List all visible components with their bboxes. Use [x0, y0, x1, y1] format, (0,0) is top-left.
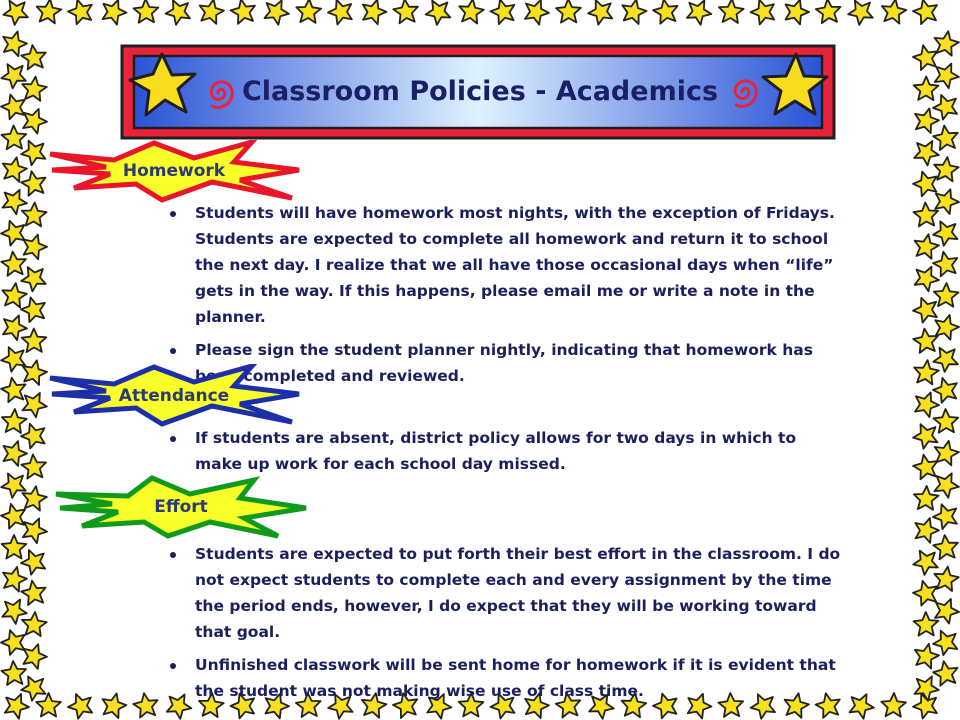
border-star-icon — [21, 267, 46, 291]
border-star-icon — [2, 126, 27, 150]
border-star-icon — [21, 424, 45, 449]
border-star-icon — [933, 252, 957, 277]
border-star-icon — [935, 441, 959, 466]
border-star-icon — [3, 32, 27, 57]
border-star-icon — [23, 109, 47, 134]
border-star-icon — [914, 141, 939, 165]
border-star-icon — [786, 0, 810, 24]
border-star-icon — [1, 221, 25, 246]
border-star-icon — [166, 0, 190, 25]
border-star-icon — [22, 203, 47, 227]
list-item — [170, 541, 848, 645]
border-star-icon — [2, 409, 27, 433]
border-star-icon — [913, 455, 937, 480]
border-star-icon — [915, 234, 939, 259]
border-star-icon — [23, 519, 47, 544]
border-star-icon — [914, 612, 939, 636]
border-star-icon — [1, 661, 26, 685]
border-star-icon — [22, 329, 47, 353]
border-star-icon — [653, 0, 677, 24]
list-item — [170, 425, 848, 477]
bullet-dot — [170, 663, 176, 669]
border-star-icon — [426, 1, 451, 25]
border-star-icon — [36, 693, 61, 717]
border-star-icon — [231, 0, 255, 24]
border-star-icon — [913, 551, 938, 575]
border-star-icon — [1, 474, 26, 498]
border-star-icon — [933, 378, 957, 403]
border-star-icon — [687, 0, 711, 24]
border-star-icon — [134, 0, 159, 23]
border-star-icon — [1, 504, 25, 529]
border-star-icon — [935, 31, 959, 56]
border-star-icon — [4, 441, 28, 466]
border-star-icon — [719, 0, 744, 23]
border-star-icon — [914, 77, 939, 101]
bullet-dot — [170, 552, 176, 558]
border-star-icon — [2, 535, 27, 559]
border-star-icon — [525, 0, 549, 25]
border-star-icon — [393, 0, 418, 23]
bullet-dot — [170, 211, 176, 217]
border-star-icon — [1, 378, 25, 403]
border-star-icon — [913, 298, 937, 323]
border-star-icon — [21, 455, 46, 479]
border-star-icon — [3, 567, 27, 592]
border-star-icon — [935, 473, 959, 498]
border-star-icon — [556, 0, 581, 23]
border-star-icon — [21, 141, 45, 166]
border-star-icon — [200, 0, 224, 24]
border-star-icon — [933, 348, 958, 372]
border-star-icon — [934, 283, 959, 307]
border-star-icon — [933, 631, 957, 656]
border-star-icon — [21, 550, 45, 575]
border-star-icon — [103, 0, 127, 25]
border-star-icon — [68, 694, 92, 719]
border-star-icon — [296, 0, 321, 23]
border-star-icon — [933, 661, 957, 686]
border-star-icon — [1, 630, 25, 655]
border-star-icon — [1, 347, 25, 372]
border-star-icon — [913, 172, 937, 197]
list-item — [170, 200, 848, 330]
border-star-icon — [21, 171, 45, 196]
border-star-icon — [68, 0, 92, 24]
border-star-icon — [265, 0, 289, 25]
border-star-icon — [933, 504, 957, 529]
border-star-icon — [935, 315, 959, 340]
border-star-icon — [21, 676, 45, 700]
border-star-icon — [915, 267, 939, 292]
effort-label: Effort — [154, 497, 208, 517]
homework-bullet-1-text: Students will have homework most nights, with the exception of Fridays. Students are expected to complete all homework and return it to school the next day. I realize that we all have those occasional days when “life” gets in the way. If this happens, please email me or write a note in the planner. — [195, 204, 835, 326]
border-star-icon — [103, 693, 127, 718]
border-star-icon — [491, 0, 515, 24]
list-item — [170, 652, 848, 704]
border-star-icon — [588, 0, 612, 25]
border-star-icon — [933, 126, 958, 150]
border-star-icon — [913, 203, 938, 227]
border-star-icon — [2, 283, 27, 307]
border-star-icon — [935, 64, 959, 89]
border-star-icon — [913, 581, 937, 606]
border-star-icon — [848, 1, 873, 25]
effort-bullet-1-text: Students are expected to put forth their best effort in the classroom. I do not expect students to complete each and every assignment by the time the period ends, however, I do expect that they will be working toward that goal. — [195, 545, 841, 641]
border-star-icon — [22, 612, 47, 636]
border-star-icon — [363, 0, 387, 24]
border-star-icon — [934, 567, 959, 591]
page-title: Classroom Policies - Academics — [241, 76, 719, 107]
border-star-icon — [915, 644, 939, 669]
border-star-icon — [751, 0, 775, 24]
border-star-icon — [1, 252, 26, 276]
border-star-icon — [933, 221, 957, 246]
border-star-icon — [21, 297, 45, 322]
border-star-icon — [913, 0, 937, 24]
border-star-icon — [459, 0, 484, 23]
border-star-icon — [23, 235, 47, 260]
homework-bullet-2-text: Please sign the student planner nightly, indicating that homework has been completed and reviewed. — [195, 341, 813, 385]
border-star-icon — [37, 0, 62, 23]
border-star-icon — [934, 409, 959, 433]
border-star-icon — [1, 95, 25, 120]
bullet-dot — [170, 436, 176, 442]
border-star-icon — [935, 599, 959, 624]
border-star-icon — [5, 694, 29, 719]
border-star-icon — [915, 392, 939, 417]
border-star-icon — [882, 0, 906, 24]
border-star-icon — [622, 0, 646, 24]
border-star-icon — [23, 644, 47, 669]
attendance-bullet-1-text: If students are absent, district policy allows for two days in which to make up work for each school day missed. — [195, 429, 797, 473]
effort-list — [170, 541, 848, 711]
border-star-icon — [3, 1, 28, 25]
border-star-icon — [328, 0, 352, 25]
effort-bullet-2-text: Unfinished classwork will be sent home for homework if it is evident that the student was not making wise use of class time. — [195, 656, 836, 700]
border-star-icon — [3, 157, 27, 182]
bullet-dot — [170, 348, 176, 354]
border-star-icon — [933, 535, 958, 559]
border-star-icon — [914, 360, 939, 384]
border-star-icon — [21, 45, 46, 69]
border-star-icon — [933, 95, 957, 120]
border-star-icon — [915, 518, 939, 543]
border-star-icon — [913, 329, 938, 353]
homework-label: Homework — [122, 161, 226, 181]
border-star-icon — [915, 108, 939, 133]
border-star-icon — [850, 694, 874, 719]
attendance-label: Attendance — [118, 386, 230, 406]
border-star-icon — [934, 157, 959, 181]
border-star-icon — [21, 581, 45, 605]
border-star-icon — [133, 693, 157, 717]
border-star-icon — [3, 315, 27, 340]
border-star-icon — [881, 693, 906, 717]
border-star-icon — [913, 424, 937, 449]
border-star-icon — [816, 0, 841, 23]
border-star-icon — [913, 45, 937, 70]
